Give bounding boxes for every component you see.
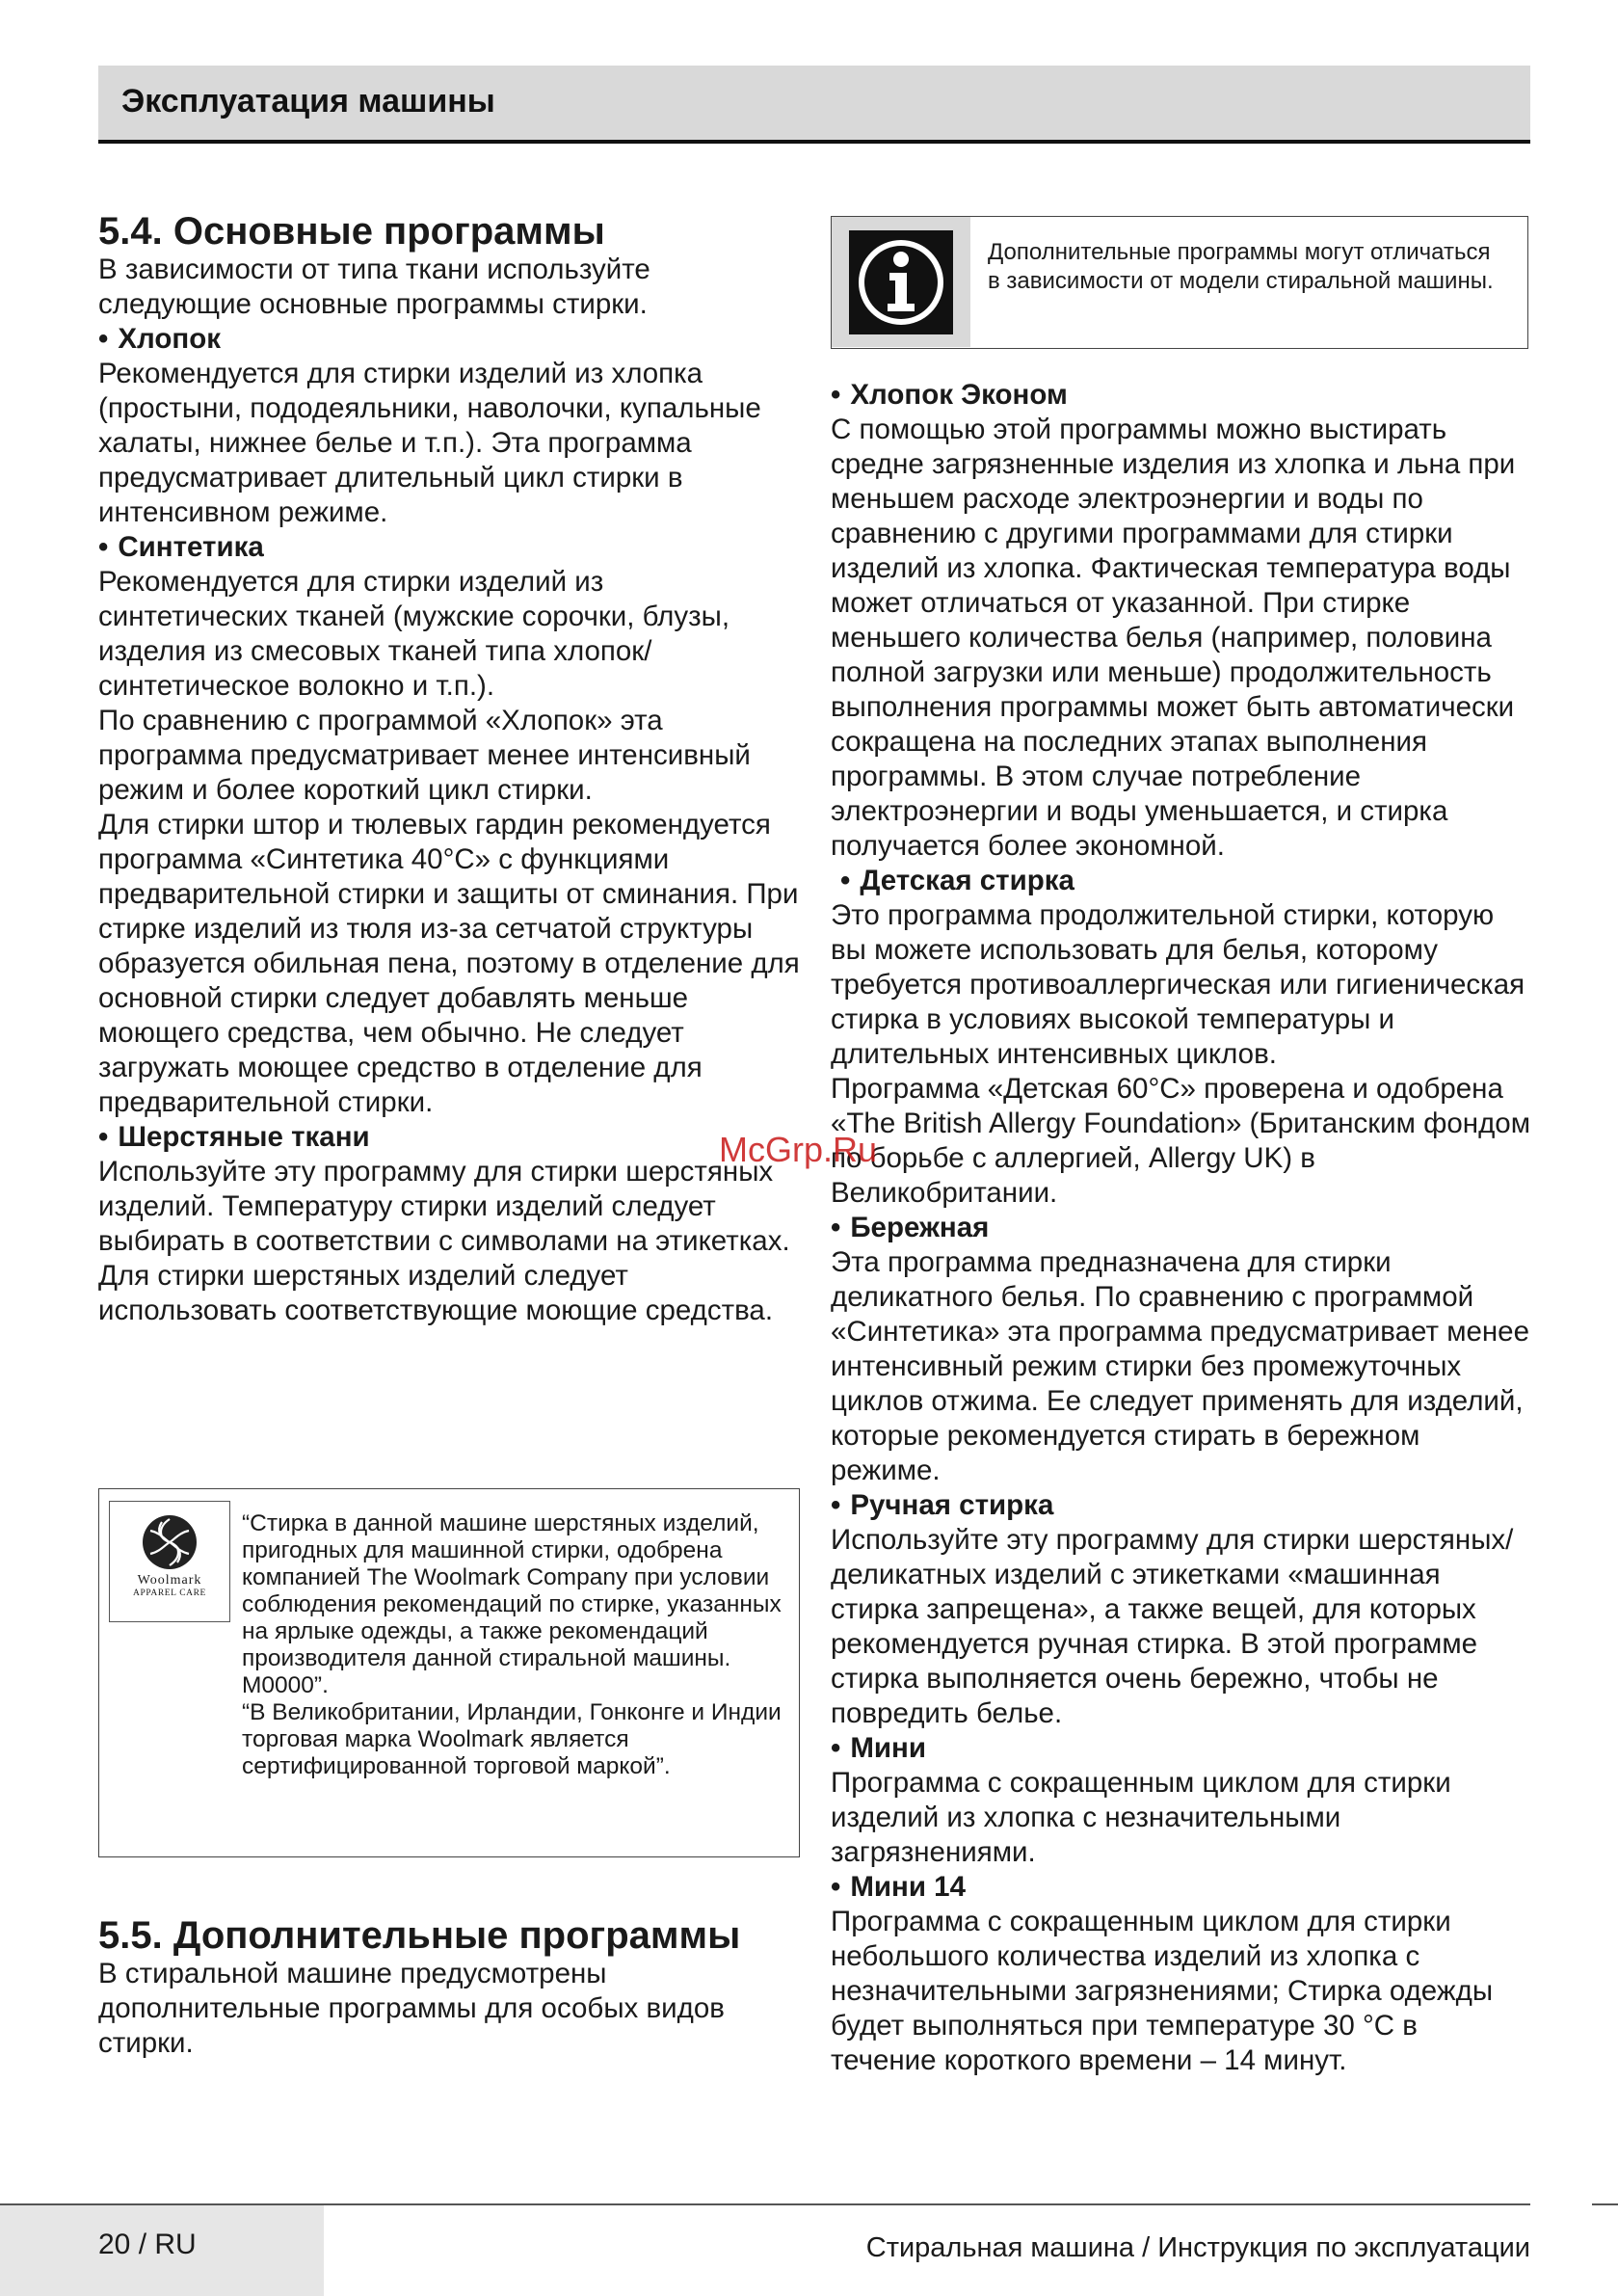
program-heading-cotton — [98, 322, 800, 357]
program-text-mini: Программа с сокращенным циклом для стирки изделий из хлопка с незначительными загрязнениями. — [831, 1767, 1451, 1868]
section2-intro: В стиральной машине предусмотрены дополнительные программы для особых видов стирки. — [98, 1958, 725, 2059]
program-heading-handwash — [831, 1488, 1530, 1523]
program-heading-delicate — [831, 1211, 1530, 1245]
woolmark-logo-name: Woolmark — [137, 1573, 202, 1588]
info-note-text: Дополнительные программы могут отличаться в зависимости от модели стиральной машины. — [988, 239, 1494, 294]
program-text-baby-2: Программа «Детская 60°С» проверена и одобрена «The British Allergy Foundation» (Британским фондом по борьбе с аллергией, Allergy UK) в Великобритании. — [831, 1073, 1530, 1209]
program-text-handwash: Используйте эту программу для стирки шерстяных/деликатных изделий с этикетками «машинная стирка запрещена», а также вещей, для которых рекомендуется ручная стирка. В этой программе стирка выполняется очень бережно, чтобы не повредить белье. — [831, 1524, 1514, 1729]
left-column — [98, 210, 800, 1328]
additional-programs-section — [98, 1914, 800, 2061]
section-title-main-programs: 5.4. Основные программы — [98, 210, 605, 253]
woolmark-text — [242, 1510, 791, 1780]
info-icon — [849, 230, 953, 334]
bullet-icon: • — [831, 1871, 841, 1903]
bullet-icon: • — [98, 531, 109, 563]
bullet-icon: • — [831, 1212, 841, 1243]
program-text-synthetics-3: Для стирки штор и тюлевых гардин рекомендуется программа «Синтетика 40°С» с функциями предварительной стирки и защиты от сминания. При стирке изделий из тюля из-за сетчатой структуры образуется обильная пена, поэтому в отделение для основной стирки следует добавлять меньше моющего средства, чем обычно. Не следует загружать моющее средство в отделение для предварительной стирки. — [98, 809, 800, 1118]
program-text-cotton: Рекомендуется для стирки изделий из хлопка (простыни, пододеяльники, наволочки, купальные халаты, нижнее белье и т.п.). Эта программа предусматривает длительный цикл стирки в интенсивном режиме. — [98, 358, 761, 528]
bullet-icon: • — [831, 1489, 841, 1521]
woolmark-text-1: “Стирка в данной машине шерстяных изделий, пригодных для машинной стирки, одобрена компанией The Woolmark Company при условии соблюдения рекомендаций по стирке, указанных на ярлыке одежды, а также рекомендаций производителя данной стиральной машины. M0000”. — [242, 1510, 782, 1698]
section-intro: В зависимости от типа ткани используйте следующие основные программы стирки. — [98, 254, 650, 320]
info-note-box — [831, 216, 1528, 349]
program-heading-synthetics — [98, 530, 800, 565]
program-title: Бережная — [850, 1212, 990, 1243]
program-title: Мини — [850, 1732, 926, 1764]
woolmark-text-2: “В Великобритании, Ирландии, Гонконге и Индии торговая марка Woolmark является сертифицированной торговой маркой”. — [242, 1699, 782, 1779]
woolmark-icon — [141, 1513, 199, 1571]
bullet-icon: • — [840, 865, 851, 896]
woolmark-notice-box — [98, 1488, 800, 1857]
info-icon-cell — [832, 217, 970, 347]
program-title: Синтетика — [118, 531, 264, 563]
program-text-wool: Используйте эту программу для стирки шерстяных изделий. Температуру стирки изделий следует выбирать в соответствии с символами на этикетках. Для стирки шерстяных изделий следует использовать соответствующие моющие средства. — [98, 1156, 790, 1326]
program-text-cotton-eco: С помощью этой программы можно выстирать средне загрязненные изделия из хлопка и льна при меньшем расходе электроэнергии и воды по сравнению с другими программами для стирки изделий из хлопка. Фактическая температура воды может отличаться от указанной. При стирке меньшего количества белья (например, половина полной загрузки или меньше) продолжительность выполнения программы может быть автоматически сокращена на последних этапах выполнения программы. В этом случае потребление электроэнергии и воды уменьшается, и стирка получается более экономной. — [831, 414, 1516, 862]
woolmark-logo — [109, 1501, 230, 1622]
footer-divider-tick — [1592, 2203, 1618, 2205]
program-title: Хлопок — [118, 323, 221, 355]
section-title-additional-programs: 5.5. Дополнительные программы — [98, 1914, 741, 1957]
woolmark-logo-sub: APPAREL CARE — [133, 1589, 206, 1598]
program-heading-cotton-eco — [831, 378, 1530, 413]
program-text-mini14: Программа с сокращенным циклом для стирки небольшого количества изделий из хлопка с незначительными загрязнениями; Стирка одежды будет выполняться при температуре 30 °С в течение короткого времени – 14 минут. — [831, 1906, 1494, 2076]
bullet-icon: • — [831, 1732, 841, 1764]
program-heading-mini14 — [831, 1870, 1530, 1905]
page-header — [98, 66, 1530, 144]
program-text-baby-1: Это программа продолжительной стирки, которую вы можете использовать для белья, которому требуется противоаллергическая или гигиеническая стирка в условиях высокой температуры и длительных интенсивных циклов. — [831, 899, 1525, 1070]
bullet-icon: • — [98, 323, 109, 355]
program-title: Детская стирка — [860, 865, 1074, 896]
program-heading-wool — [98, 1120, 800, 1155]
program-heading-mini — [831, 1731, 1530, 1766]
watermark: McGrp.Ru — [719, 1130, 878, 1169]
program-heading-baby — [831, 864, 1530, 898]
program-title: Хлопок Эконом — [850, 379, 1068, 411]
right-column — [831, 378, 1530, 2078]
program-title: Шерстяные ткани — [118, 1121, 370, 1153]
program-title: Мини 14 — [850, 1871, 966, 1903]
program-text-synthetics-2: По сравнению с программой «Хлопок» эта программа предусматривает менее интенсивный режим и более короткий цикл стирки. — [98, 705, 751, 806]
bullet-icon: • — [98, 1121, 109, 1153]
bullet-icon: • — [831, 379, 841, 411]
footer-doc-title: Стиральная машина / Инструкция по эксплуатации — [865, 2232, 1530, 2263]
header-title: Эксплуатация машины — [121, 83, 495, 120]
program-text-delicate: Эта программа предназначена для стирки деликатного белья. По сравнению с программой «Синтетика» эта программа предусматривает менее интенсивный режим стирки без промежуточных циклов отжима. Ее следует применять для изделий, которые рекомендуется стирать в бережном режиме. — [831, 1246, 1529, 1486]
page-number: 20 / RU — [98, 2229, 197, 2260]
program-text-synthetics-1: Рекомендуется для стирки изделий из синтетических тканей (мужские сорочки, блузы, изделия из смесовых тканей типа хлопок/синтетическое волокно и т.п.). — [98, 566, 730, 702]
program-title: Ручная стирка — [850, 1489, 1054, 1521]
